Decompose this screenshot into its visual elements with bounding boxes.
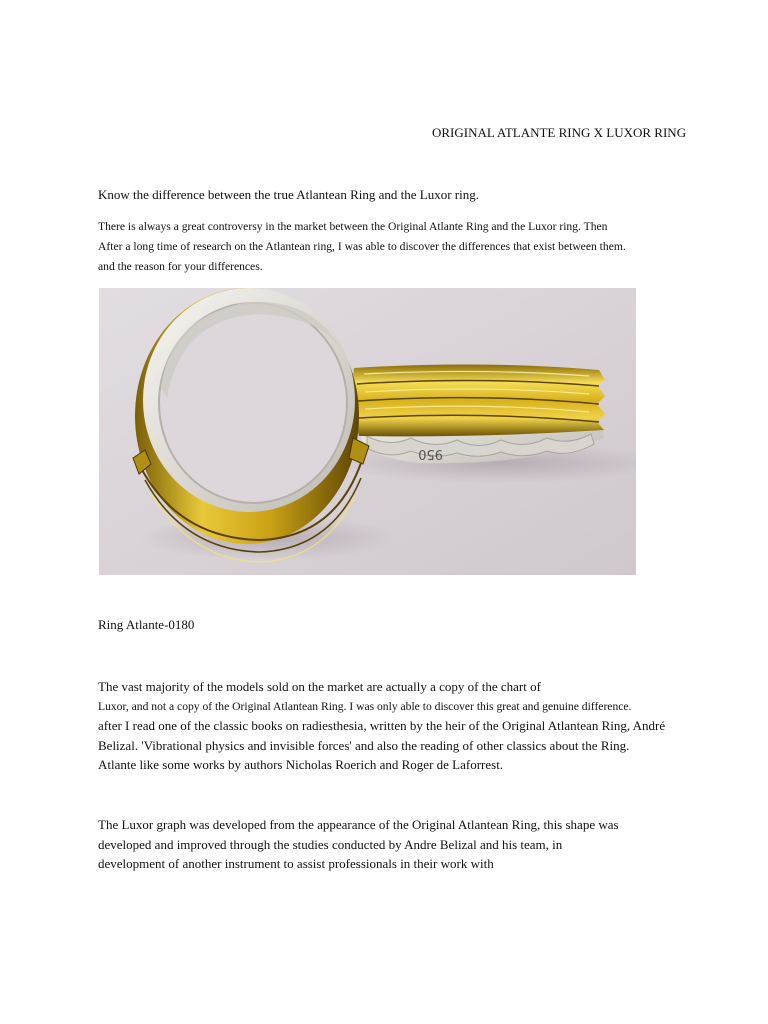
intro-paragraph [98, 217, 626, 277]
closing-line: development of another instrument to assist professionals in their work with [98, 856, 494, 871]
intro-line: and the reason for your differences. [98, 260, 263, 273]
body-paragraph [98, 677, 665, 775]
closing-line: The Luxor graph was developed from the appearance of the Original Atlantean Ring, this shape was [98, 817, 619, 832]
closing-paragraph [98, 815, 619, 874]
intro-line: There is always a great controversy in the market between the Original Atlante Ring and the Luxor ring. Then [98, 220, 608, 233]
intro-line: After a long time of research on the Atlantean ring, I was able to discover the differences that exist between them. [98, 240, 626, 253]
lead-paragraph: Know the difference between the true Atlantean Ring and the Luxor ring. [98, 187, 479, 202]
body-line: after I read one of the classic books on radiesthesia, written by the heir of the Original Atlantean Ring, André [98, 718, 666, 733]
document-title: ORIGINAL ATLANTE RING X LUXOR RING [432, 125, 687, 140]
body-line: The vast majority of the models sold on the market are actually a copy of the chart of [98, 679, 541, 694]
rings-photo [99, 288, 636, 575]
closing-line: developed and improved through the studies conducted by Andre Belizal and his team, in [98, 836, 563, 852]
rings-illustration [99, 288, 636, 575]
photo-caption: Ring Atlante-0180 [98, 617, 195, 632]
body-line: Luxor, and not a copy of the Original Atlantean Ring. I was only able to discover this great and genuine difference. [98, 699, 632, 713]
body-line: Atlante like some works by authors Nicholas Roerich and Roger de Laforrest. [98, 757, 504, 772]
ring-engraving: 950 [418, 446, 443, 461]
body-line: Belizal. 'Vibrational physics and invisible forces' and also the reading of other classics about the Ring. [98, 737, 630, 753]
